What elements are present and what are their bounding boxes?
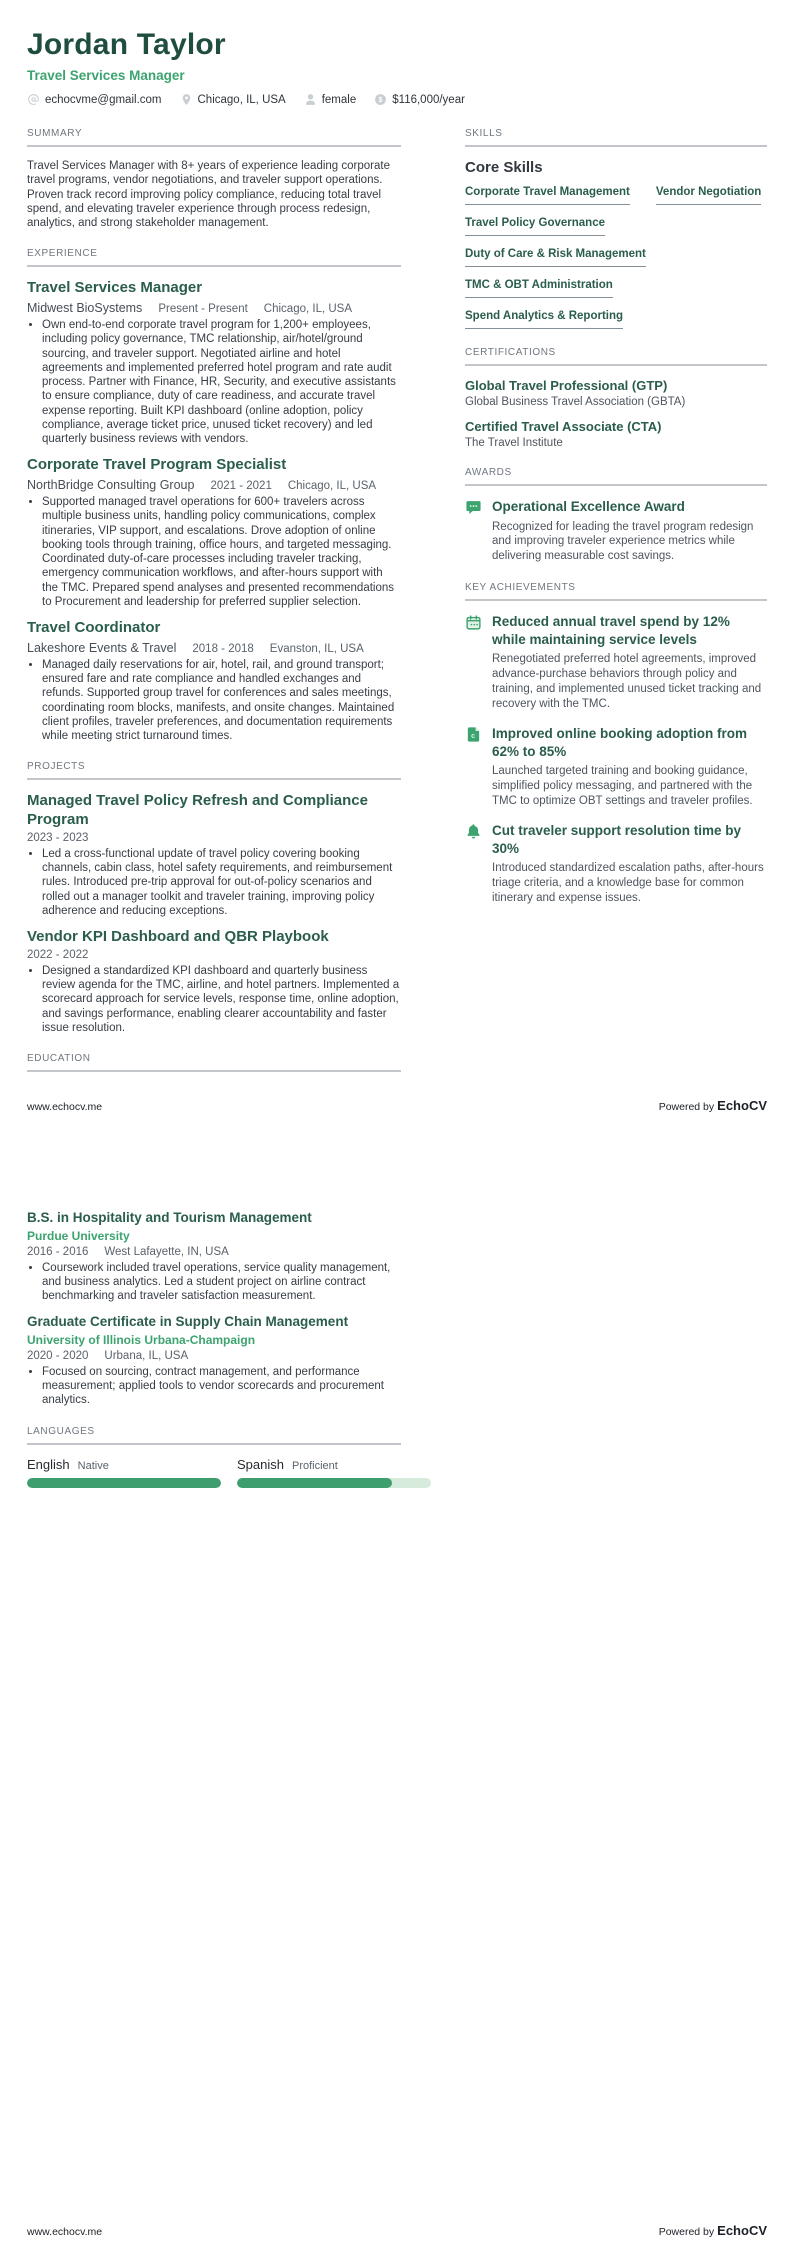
project-bullet: • Designed a standardized KPI dashboard and quarterly business review agenda for the TMC, airline, and hotel partners. Implemented a scorecard approach for service levels, response time, online adoption, and savings performance, enabling clearer accountability and faster issue resolution. — [42, 964, 401, 1035]
languages-label: LANGUAGES — [27, 1426, 401, 1445]
section-awards — [465, 467, 767, 564]
right-column — [465, 128, 767, 1084]
section-projects — [27, 761, 401, 1035]
page1-footer — [27, 1098, 767, 1113]
powered-by: Powered by EchoCV — [658, 2223, 767, 2238]
svg-text:c: c — [471, 732, 476, 741]
skill-chip: Duty of Care & Risk Management — [465, 248, 646, 267]
project-dates: 2022 - 2022 — [27, 948, 89, 961]
achievement-description: Renegotiated preferred hotel agreements, improved advance-purchase behaviors through policy and training, and implemented unused ticket tracking and recovery with the TMC. — [492, 653, 762, 711]
language-proficiency-fill — [237, 1478, 392, 1488]
certification-item — [465, 378, 767, 408]
project-title: Managed Travel Policy Refresh and Compliance Program — [27, 792, 368, 828]
powered-by: Powered by EchoCV — [658, 1098, 767, 1113]
language-level: Native — [77, 1459, 109, 1472]
award-description: Recognized for leading the travel program redesign and improving traveler experience metrics while delivering measurable cost savings. — [492, 520, 754, 563]
job-bullet: • Managed daily reservations for air, hotel, rail, and ground transport; ensured fare and rate compliance and handled exchanges and refunds. Supported group travel for conferences and sales meetings, coordinating room blocks, manifests, and onsite changes. Maintained client profiles, traveler preferences, and documentation requirements while meeting strict turnaround times. — [42, 658, 401, 744]
echocv-brand: EchoCV — [717, 1098, 767, 1113]
education-entry — [27, 1313, 401, 1407]
education-label: EDUCATION — [27, 1053, 401, 1072]
education-location: West Lafayette, IN, USA — [104, 1245, 229, 1258]
projects-label: PROJECTS — [27, 761, 401, 780]
contact-email: echocvme@gmail.com — [27, 93, 162, 106]
section-education-header — [27, 1053, 401, 1072]
summary-text: Travel Services Manager with 8+ years of experience leading corporate travel programs, vendor negotiations, and traveler support operations. Proven track record improving policy compliance, reducing total travel spend, and elevating traveler experience through process redesign, analytics, and strong stakeholder management. — [27, 160, 390, 229]
job-location: Chicago, IL, USA — [263, 303, 353, 315]
achievement-description: Launched targeted training and booking guidance, simplified policy messaging, and partnered with the TMC to optimize OBT settings and traveler profiles. — [492, 765, 753, 808]
key-achievements-label: KEY ACHIEVEMENTS — [465, 582, 767, 601]
job-meta — [27, 301, 401, 315]
skills-label: SKILLS — [465, 128, 767, 147]
school-name: Purdue University — [27, 1228, 130, 1243]
contact-location: Chicago, IL, USA — [180, 93, 286, 106]
experience-entry — [27, 619, 401, 743]
footer-site-link[interactable]: www.echocv.me — [27, 2226, 103, 2238]
skill-chip: Corporate Travel Management — [465, 186, 630, 205]
project-entry — [27, 792, 401, 918]
section-experience — [27, 248, 401, 743]
resume-page-2 — [0, 1125, 794, 2246]
project-dates: 2023 - 2023 — [27, 831, 89, 844]
job-bullet: • Supported managed travel operations for 600+ travelers across multiple business units, handling policy communications, complex itineraries, VIP support, and escalations. Drove adoption of online booking tools through training, office hours, and targeted messaging. Coordinated duty-of-care processes including traveler tracking, emergency communication workflows, and after-hours support with the TMC. Prepared spend analyses and presented recommendations to Procurement and leadership for preferred supplier selection. — [42, 495, 401, 609]
certification-name: Global Travel Professional (GTP) — [465, 378, 668, 393]
language-proficiency-bar — [237, 1478, 431, 1488]
job-company: Lakeshore Events & Travel — [27, 640, 177, 655]
skill-chip: Travel Policy Governance — [465, 217, 605, 236]
section-certifications — [465, 347, 767, 449]
award-item — [465, 498, 767, 564]
job-bullet: • Own end-to-end corporate travel program for 1,200+ employees, including policy governance, TMC relationship, air/hotel/ground sourcing, and traveler support. Negotiated airline and hotel agreements and implemented preferred hotel program and rate audit process. Partner with Finance, HR, Security, and executive assistants to ensure compliance, duty of care readiness, and accurate travel expense reporting. Built KPI dashboard (online adoption, policy compliance, average ticket price, unused ticket recovery) and led quarterly business reviews with vendors. — [42, 318, 401, 446]
left-column-page2 — [27, 1209, 401, 1488]
job-location: Evanston, IL, USA — [269, 642, 364, 655]
job-dates: 2021 - 2021 — [210, 480, 272, 492]
left-column — [27, 128, 401, 1084]
skill-chip: Vendor Negotiation — [656, 186, 761, 205]
receipt-icon — [465, 725, 482, 809]
skills-heading: Core Skills — [465, 159, 543, 176]
job-dates: Present - Present — [158, 303, 248, 315]
achievement-item — [465, 613, 767, 712]
job-title: Travel Coordinator — [27, 619, 161, 636]
achievement-title: Cut traveler support resolution time by 30% — [492, 823, 742, 856]
bell-icon — [465, 822, 482, 906]
language-proficiency-bar — [27, 1478, 221, 1488]
language-level: Proficient — [291, 1459, 338, 1472]
contact-gender: female — [304, 93, 357, 106]
certification-org: The Travel Institute — [465, 437, 563, 449]
education-location: Urbana, IL, USA — [104, 1349, 189, 1362]
education-meta — [27, 1350, 401, 1362]
language-item — [237, 1457, 431, 1488]
certification-name: Certified Travel Associate (CTA) — [465, 419, 662, 434]
person-icon — [304, 93, 317, 106]
job-location: Chicago, IL, USA — [287, 480, 377, 492]
svg-text:$: $ — [378, 97, 383, 105]
achievement-title: Improved online booking adoption from 62% to 85% — [492, 726, 747, 759]
calendar-icon — [465, 613, 482, 712]
achievement-item — [465, 725, 767, 809]
award-title: Operational Excellence Award — [492, 499, 685, 514]
language-grid — [27, 1457, 431, 1488]
language-item — [27, 1457, 221, 1488]
certification-item — [465, 419, 767, 449]
language-name: English — [27, 1456, 70, 1472]
certification-org: Global Business Travel Association (GBTA) — [465, 396, 686, 408]
page2-footer — [27, 2223, 767, 2238]
section-languages — [27, 1426, 401, 1488]
job-company: Midwest BioSystems — [27, 301, 143, 315]
comment-icon — [465, 498, 482, 564]
contact-row — [27, 93, 767, 106]
job-company: NorthBridge Consulting Group — [27, 478, 195, 492]
awards-label: AWARDS — [465, 467, 767, 486]
language-name: Spanish — [237, 1456, 284, 1472]
education-dates: 2020 - 2020 — [27, 1349, 89, 1362]
resume-header — [27, 28, 767, 106]
skill-chip: Spend Analytics & Reporting — [465, 310, 623, 329]
location-pin-icon — [180, 93, 193, 106]
footer-site-link[interactable]: www.echocv.me — [27, 1101, 103, 1113]
education-dates: 2016 - 2016 — [27, 1245, 89, 1258]
project-title: Vendor KPI Dashboard and QBR Playbook — [27, 928, 329, 945]
summary-label: SUMMARY — [27, 128, 401, 147]
achievement-item — [465, 822, 767, 906]
candidate-title: Travel Services Manager — [27, 68, 185, 83]
experience-entry — [27, 456, 401, 609]
experience-label: EXPERIENCE — [27, 248, 401, 267]
degree-title: B.S. in Hospitality and Tourism Management — [27, 1210, 312, 1225]
contact-salary: $ $116,000/year — [374, 93, 465, 106]
certifications-label: CERTIFICATIONS — [465, 347, 767, 366]
achievement-description: Introduced standardized escalation paths, after-hours triage criteria, and a knowledge base for common itinerary and expense issues. — [492, 862, 764, 905]
job-title: Travel Services Manager — [27, 279, 203, 297]
skill-list — [465, 186, 767, 329]
experience-entry — [27, 279, 401, 446]
echocv-brand: EchoCV — [717, 2223, 767, 2238]
project-bullet: • Led a cross-functional update of travel policy covering booking channels, cabin class, hotel safety requirements, and reimbursement rules. Introduced pre-trip approval for out-of-policy scenarios and rolled out a manager toolkit and traveler training, improving policy adherence and reducing exceptions. — [42, 847, 401, 918]
candidate-name: Jordan Taylor — [27, 28, 226, 61]
achievement-title: Reduced annual travel spend by 12% while maintaining service levels — [492, 614, 730, 647]
section-summary — [27, 128, 401, 230]
job-dates: 2018 - 2018 — [192, 642, 254, 655]
language-proficiency-fill — [27, 1478, 221, 1488]
degree-title: Graduate Certificate in Supply Chain Management — [27, 1314, 349, 1330]
project-entry — [27, 928, 401, 1035]
education-bullet: • Coursework included travel operations, service quality management, and business analytics. Led a student project on airline contract benchmarking and traveler satisfaction measurement. — [42, 1261, 401, 1304]
job-meta — [27, 641, 401, 655]
dollar-coin-icon — [374, 93, 387, 106]
job-title: Corporate Travel Program Specialist — [27, 456, 287, 474]
section-skills — [465, 128, 767, 329]
school-name: University of Illinois Urbana-Champaign — [27, 1332, 256, 1347]
skill-chip: TMC & OBT Administration — [465, 279, 613, 298]
email-at-icon — [27, 93, 40, 106]
education-meta — [27, 1246, 401, 1258]
education-bullet: • Focused on sourcing, contract management, and performance measurement; applied tools to vendor scorecards and procurement analytics. — [42, 1365, 401, 1408]
education-entry — [27, 1209, 401, 1303]
section-key-achievements — [465, 582, 767, 906]
job-meta — [27, 478, 401, 492]
